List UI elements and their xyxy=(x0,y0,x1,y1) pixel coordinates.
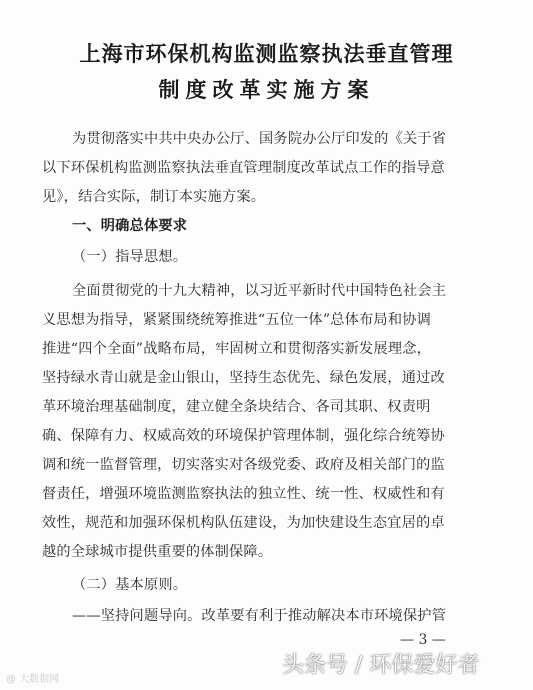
page-number: — 3 — xyxy=(400,632,446,648)
paragraph-line-2: 义思想为指导，紧紧围绕统筹推进“五位一体”总体布局和协调 xyxy=(42,312,431,328)
intro-paragraph-line-1: 为贯彻落实中共中央办公厅、国务院办公厅印发的《关于省 xyxy=(72,131,447,147)
watermark-left: @ 大数据网 xyxy=(6,674,60,685)
paragraph-line-9: 效性，规范和加强环保机构队伍建设，为加快建设生态宜居的卓 xyxy=(42,515,445,531)
section-heading-1: 一、明确总体要求 xyxy=(72,218,188,234)
subsection-heading-1: （一）指导思想。 xyxy=(72,249,188,265)
paragraph-line-3: 推进“四个全面”战略布局，牢固树立和贯彻落实新发展理念， xyxy=(42,341,431,357)
paragraph-line-11: ——坚持问题导向。改革要有利于推动解决本市环境保护管 xyxy=(72,608,447,624)
document-title-line-2: 制度改革实施方案 xyxy=(158,77,375,102)
intro-paragraph-line-2: 以下环保机构监测监察执法垂直管理制度改革试点工作的指导意 xyxy=(42,160,445,176)
paragraph-line-7: 调和统一监督管理，切实落实对各级党委、政府及相关部门的监 xyxy=(42,457,445,473)
document-title-line-1: 上海市环保机构监测监察执法垂直管理 xyxy=(79,41,454,66)
subsection-heading-2: （二）基本原则。 xyxy=(72,577,188,593)
paragraph-line-5: 革环境治理基础制度，建立健全条块结合、各司其职、权责明 xyxy=(42,399,431,415)
paragraph-line-10: 越的全球城市提供重要的体制保障。 xyxy=(42,544,273,560)
paragraph-line-4: 坚持绿水青山就是金山银山，坚持生态优先、绿色发展，通过改 xyxy=(42,370,445,386)
watermark-right: 头条号 / 环保爱好者 xyxy=(282,653,480,678)
intro-paragraph-line-3: 见》，结合实际，制订本实施方案。 xyxy=(42,189,266,205)
paragraph-line-1: 全面贯彻党的十九大精神，以习近平新时代中国特色社会主 xyxy=(72,283,447,299)
paragraph-line-8: 督责任，增强环境监测监察执法的独立性、统一性、权威性和有 xyxy=(42,486,445,502)
paragraph-line-6: 确、保障有力、权威高效的环境保护管理体制，强化综合统筹协 xyxy=(42,428,445,444)
